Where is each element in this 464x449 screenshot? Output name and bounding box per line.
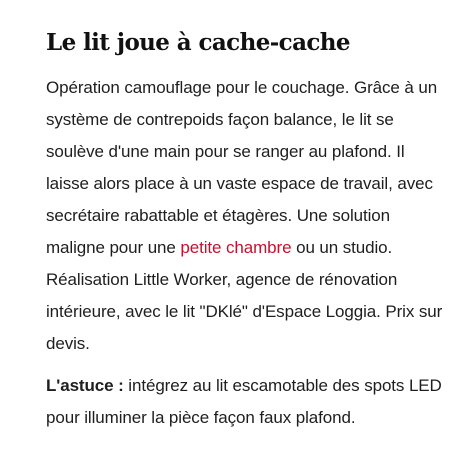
article-paragraph-description [46,72,446,360]
paragraph-text-before-link: Opération camouflage pour le couchage. Grâce à un système de contrepoids façon balance, le lit se soulève d'une main pour se ranger au plafond. Il laisse alors place à un vaste espace de travail, avec secrétaire rabattable et étagères. Une solution maligne pour une [46,78,438,257]
article-paragraph-tip [46,370,446,434]
article-title: Le lit joue à cache-cache [46,29,350,56]
tip-label: L'astuce : [46,376,124,395]
article [46,26,446,444]
tip-text: intégrez au lit escamotable des spots LED pour illuminer la pièce façon faux plafond. [46,376,442,427]
paragraph-text-after-link: ou un studio. Réalisation Little Worker, agence de rénovation intérieure, avec le lit "DKlé" d'Espace Loggia. Prix sur devis. [46,238,443,353]
petite-chambre-link[interactable]: petite chambre [180,238,292,257]
